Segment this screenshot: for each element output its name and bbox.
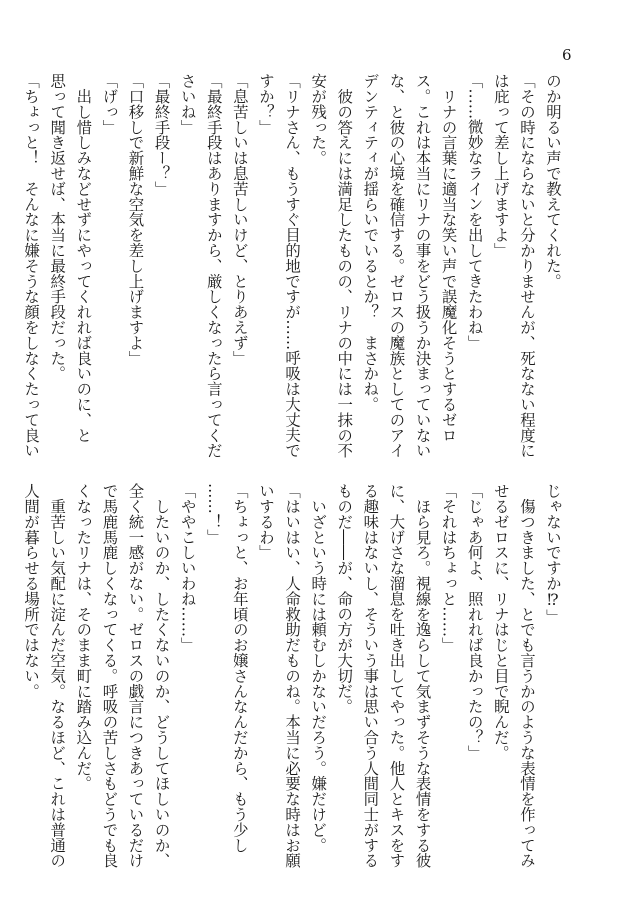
text-line: 「ちょっと、お年頃のお嬢さんなんだから、もう少し	[230, 483, 249, 853]
text-line: じゃないですか⁉」	[544, 483, 562, 625]
text-line: したいのか、したくないのか、どうしてほしいのか、	[152, 483, 171, 868]
text-line: 「口移しで新鮮な空気を差し上げますよ」	[126, 73, 145, 366]
text-line: ものだ――が、命の方が大切だ。	[335, 483, 354, 714]
text-line: 「その時にならないと分かりませんが、死なない程度に	[517, 73, 536, 458]
text-line: ス。これは本当にリナの事をどう扱うか決まっていない	[413, 73, 432, 458]
text-line: 「ややこしいわね……」	[178, 483, 197, 653]
text-line: で馬鹿馬鹿しくなってくる。呼吸の苦しさもどうでも良	[100, 483, 119, 868]
text-line: 傷つきました、とでも言うかのような表情を作ってみ	[517, 483, 536, 868]
text-line: 「息苦しいは息苦しいけど、とりあえず」	[230, 73, 249, 366]
text-line: 「はいはい、人命救助だものね。本当に必要な時はお願	[283, 483, 302, 868]
text-line: のか明るい声で教えてくれた。	[544, 73, 562, 289]
text-line: 思って聞き返せば、本当に最終手段だった。	[48, 73, 67, 381]
text-block-lower	[22, 483, 566, 868]
text-line: さいね」	[178, 73, 197, 135]
text-line: 「リナさん、もうすぐ目的地ですが……呼吸は大丈夫で	[283, 73, 302, 458]
text-line: ほら見ろ。視線を逸らして気まずそうな表情をする彼	[413, 483, 432, 868]
text-line: デンティティが揺らいでいるとか？ まさかね。	[361, 73, 380, 412]
text-line: 「最終手段はありますから、厳しくなったら言ってくだ	[204, 73, 223, 458]
text-line: 「最終手段ー？」	[152, 73, 171, 197]
text-line: 彼の答えには満足したものの、リナの中には一抹の不	[335, 73, 354, 458]
text-line: は庇って差し上げますよ」	[491, 73, 510, 258]
text-line: くなったリナは、そのまま町に踏み込んだ。	[74, 483, 93, 791]
text-line: 「……微妙なラインを出してきたわね」	[465, 73, 484, 351]
text-line: 重苦しい気配に淀んだ空気。なるほど、これは普通の	[48, 483, 67, 868]
text-block-upper	[22, 73, 566, 458]
text-line: な、と彼の心境を確信する。ゼロスの魔族としてのアイ	[387, 73, 406, 458]
text-line: せるゼロスに、リナはじと目で睨んだ。	[491, 483, 510, 761]
text-line: いざという時には頼むしかないだろう。嫌だけど。	[309, 483, 328, 853]
text-line: 「げっ」	[100, 73, 119, 135]
page-number: 6	[562, 46, 572, 64]
text-line: 「ちょっと！ そんなに嫌そうな顔をしなくたって良い	[22, 73, 41, 458]
text-line: に、大げさな溜息を吐き出してやった。他人とキスをす	[387, 483, 406, 868]
text-line: 安が残った。	[309, 73, 328, 166]
text-line: すか？」	[256, 73, 275, 135]
text-line: 「それはちょっと……」	[439, 483, 458, 653]
text-line: リナの言葉に適当な笑い声で誤魔化そうとするゼロ	[439, 73, 458, 443]
text-line: 「じゃあ何よ、照れれば良かったの？」	[465, 483, 484, 761]
text-line: 出し惜しみなどせずにやってくれれば良いのに、と	[74, 73, 93, 443]
text-line: 人間が暮らせる場所ではない。	[22, 483, 41, 699]
text-line: ……！」	[204, 483, 223, 545]
text-line: いするわ」	[256, 483, 275, 560]
text-line: 全く統一感がない。ゼロスの戯言につきあっているだけ	[126, 483, 145, 868]
text-line: る趣味はないし、そういう事は思い合う人間同士がする	[361, 483, 380, 868]
